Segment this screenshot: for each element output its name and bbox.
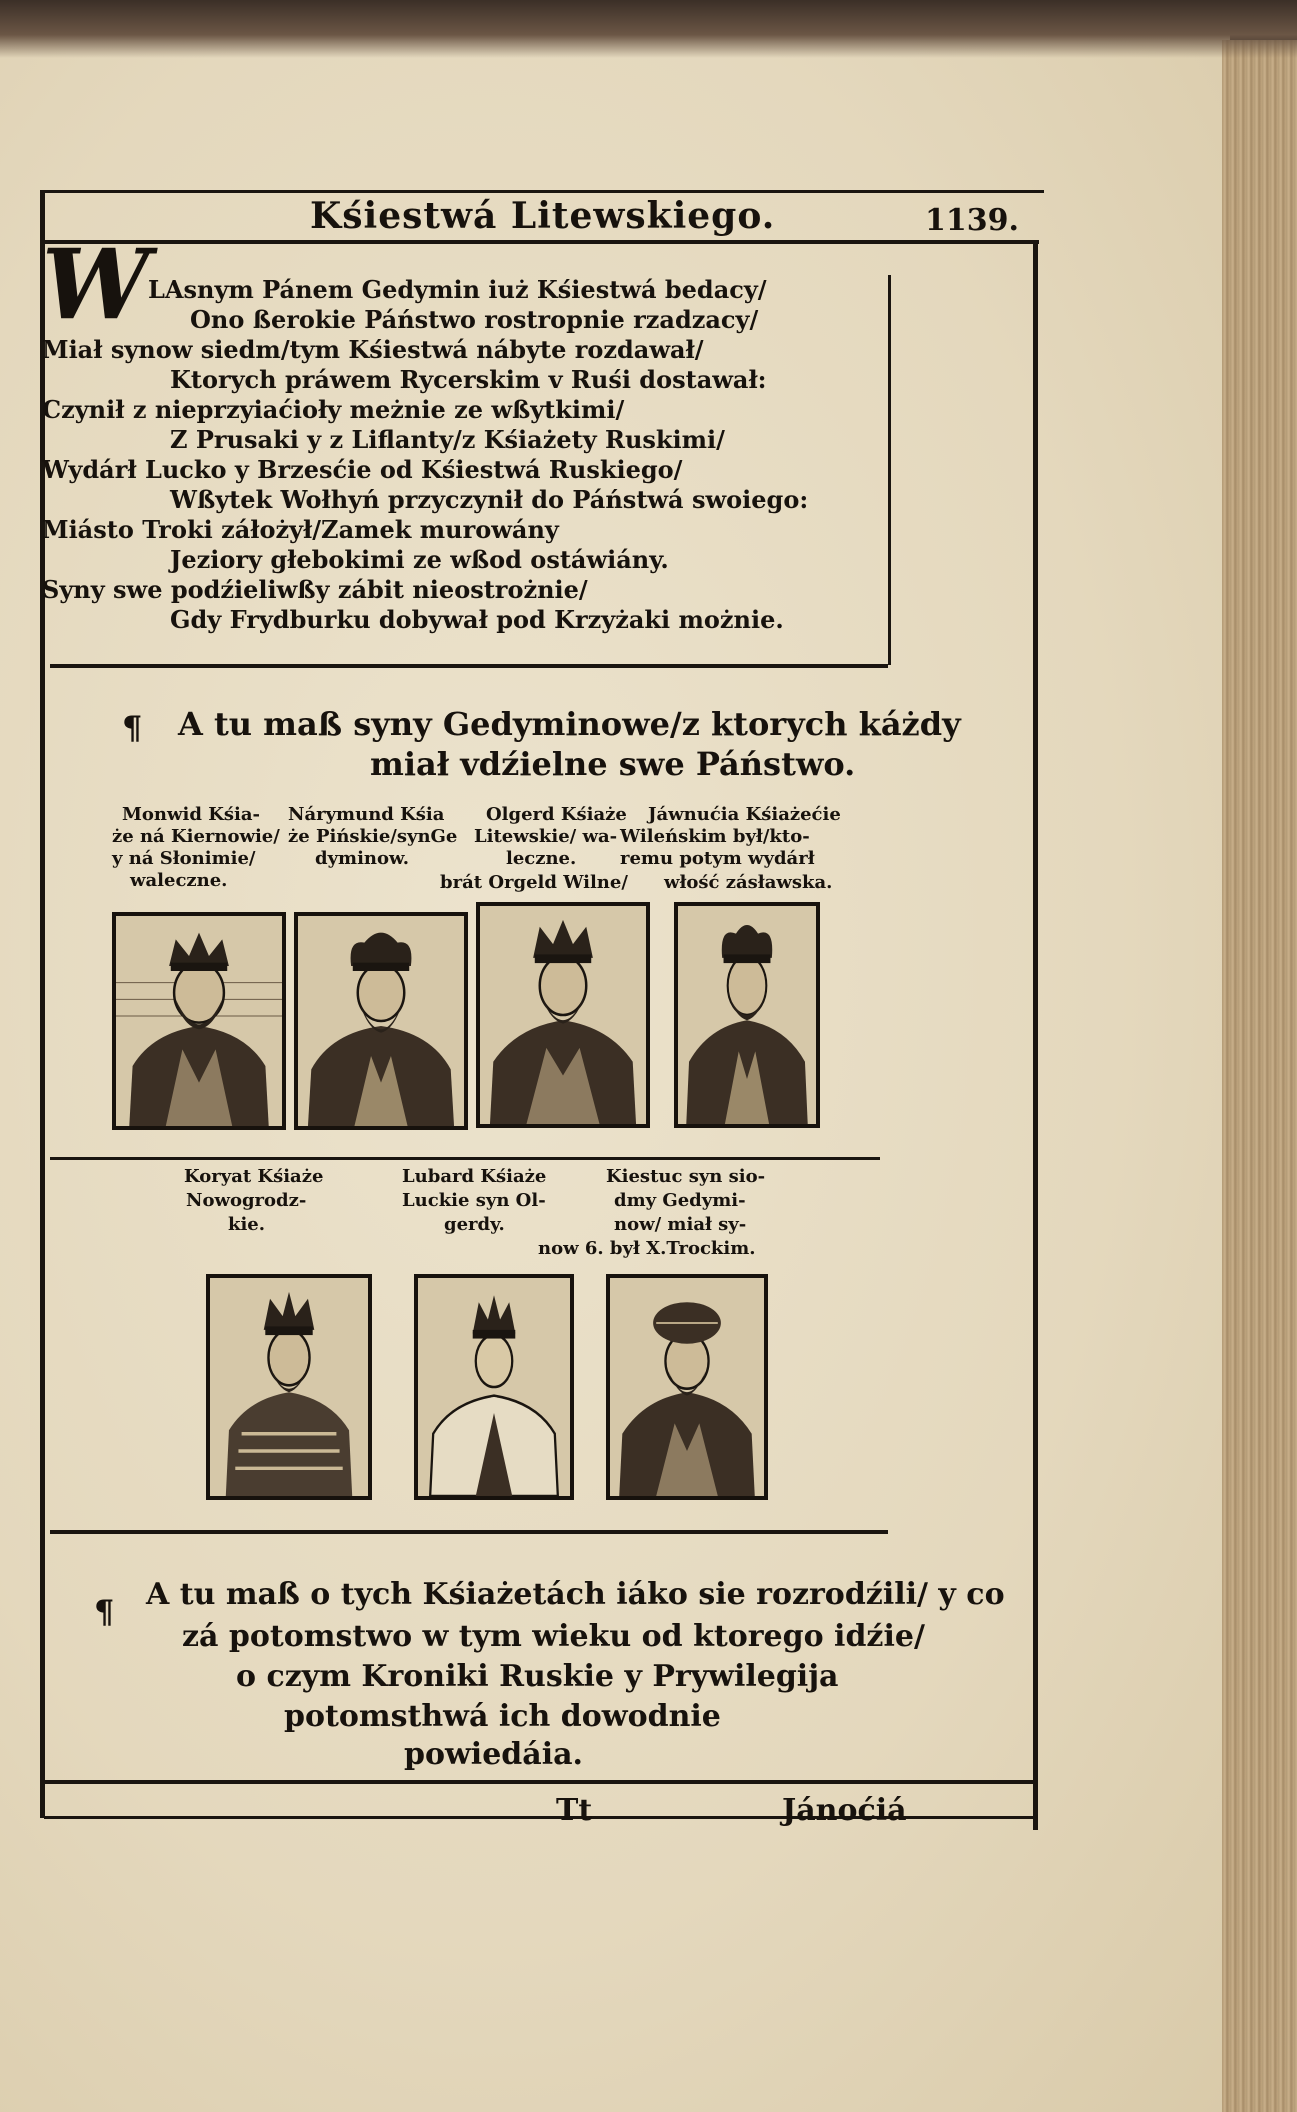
page-edges <box>1222 40 1297 2112</box>
portrait-caption: gerdy. <box>444 1214 505 1235</box>
portrait-caption: Litewskie/ wa- <box>474 826 618 847</box>
frame-top <box>44 190 1044 193</box>
portrait-woodcut <box>606 1274 768 1500</box>
portrait-caption: waleczne. <box>130 870 228 891</box>
verse-line: Jeziory głebokimi ze wßod ostáwiány. <box>170 545 669 574</box>
portrait-caption: now 6. był X.Trockim. <box>538 1238 756 1259</box>
portrait-woodcut <box>206 1274 372 1500</box>
verse-line: Wßytek Wołhyń przyczynił do Páństwá swoiego: <box>170 485 809 514</box>
portrait-woodcut <box>294 912 468 1130</box>
section-heading: zá potomstwo w tym wieku od ktorego idźie/ <box>182 1619 925 1654</box>
portrait-caption: y ná Słonimie/ <box>112 848 256 869</box>
section-heading: powiedáia. <box>404 1737 583 1772</box>
section-heading: A tu maß syny Gedyminowe/z ktorych káżdy <box>178 705 961 743</box>
portrait-woodcut <box>674 902 820 1128</box>
section-heading: A tu maß o tych Kśiażetách iáko sie rozrodźili/ y co <box>146 1577 1005 1612</box>
rule-mid-portraits <box>50 1157 880 1160</box>
portrait-caption: włość zásławska. <box>664 872 833 893</box>
portrait-caption: Wileńskim był/kto- <box>620 826 810 847</box>
page-number: 1139. <box>925 203 1019 238</box>
portrait-caption: Lubard Kśiaże <box>402 1166 547 1187</box>
portrait-caption: Koryat Kśiaże <box>184 1166 324 1187</box>
frame-right <box>1033 240 1038 1830</box>
portrait-caption: Olgerd Kśiaże <box>486 804 627 825</box>
section-heading: o czym Kroniki Ruskie y Prywilegija <box>236 1659 839 1694</box>
portrait-caption: Nárymund Kśia <box>288 804 445 825</box>
frame-left <box>40 190 45 1818</box>
portrait-caption: Jáwnućia Kśiażećie <box>648 804 841 825</box>
verse-line: Wydárł Lucko y Brzesćie od Kśiestwá Ruskiego/ <box>42 455 683 484</box>
portrait-caption: leczne. <box>506 848 577 869</box>
verse-line: Gdy Frydburku dobywał pod Krzyżaki możnie. <box>170 605 784 634</box>
verse-line: Czynił z nieprzyiaćioły meżnie ze wßytkimi/ <box>42 395 625 424</box>
portrait-caption: remu potym wydárł <box>620 848 815 869</box>
verse-line: Ono ßerokie Páństwo rostropnie rzadzacy/ <box>190 305 759 334</box>
pilcrow-mark: ¶ <box>122 709 143 747</box>
portrait-woodcut <box>414 1274 574 1500</box>
section-heading: potomsthwá ich dowodnie <box>284 1699 721 1734</box>
running-header: Kśiestwá Litewskiego. <box>310 195 776 237</box>
rule-after-portraits <box>50 1530 888 1534</box>
verse-line: Z Prusaki y z Liflanty/z Kśiażety Ruskimi/ <box>170 425 725 454</box>
header-rule <box>44 240 1039 244</box>
portrait-caption: dyminow. <box>315 848 409 869</box>
portrait-caption: brát Orgeld Wilne/ <box>440 872 628 893</box>
verse-line: Miał synow siedm/tym Kśiestwá nábyte rozdawał/ <box>42 335 704 364</box>
portrait-caption: dmy Gedymi- <box>614 1190 746 1211</box>
crowned-figure-icon <box>480 906 646 1124</box>
portrait-woodcut <box>112 912 286 1130</box>
verse-line: LAsnym Pánem Gedymin iuż Kśiestwá bedacy/ <box>148 275 767 304</box>
portrait-caption: Nowogrodz- <box>186 1190 307 1211</box>
fur-hat-figure-icon <box>610 1278 764 1496</box>
binding-shadow <box>0 0 1297 58</box>
pilcrow-mark: ¶ <box>94 1593 115 1631</box>
signature-mark: Tt <box>556 1793 593 1828</box>
portrait-caption: Kiestuc syn sio- <box>606 1166 766 1187</box>
verse-line: Syny swe podźieliwßy zábit nieostrożnie/ <box>42 575 588 604</box>
armored-figure-icon <box>210 1278 368 1496</box>
verse-box-right <box>888 275 891 665</box>
portrait-caption: Monwid Kśia- <box>122 804 260 825</box>
crowned-figure-icon <box>678 906 816 1124</box>
crowned-figure-icon <box>298 916 464 1126</box>
rule-bottom <box>44 1780 1034 1784</box>
verse-line: Ktorych práwem Rycerskim v Ruśi dostawał: <box>170 365 767 394</box>
young-prince-icon <box>418 1278 570 1496</box>
portrait-caption: że ná Kiernowie/ <box>112 826 280 847</box>
rule-after-verse <box>50 664 888 668</box>
portrait-caption: Luckie syn Ol- <box>402 1190 546 1211</box>
drop-capital: W <box>42 228 150 341</box>
verse-line: Miásto Troki záłożył/Zamek murowány <box>42 515 559 544</box>
portrait-caption: now/ miał sy- <box>614 1214 747 1235</box>
portrait-caption: że Pińskie/synGe <box>288 826 458 847</box>
portrait-caption: kie. <box>228 1214 266 1235</box>
portrait-woodcut <box>476 902 650 1128</box>
crowned-figure-icon <box>116 916 282 1126</box>
section-heading: miał vdźielne swe Páństwo. <box>370 745 856 783</box>
catchword: Jánoćiá <box>782 1793 907 1828</box>
